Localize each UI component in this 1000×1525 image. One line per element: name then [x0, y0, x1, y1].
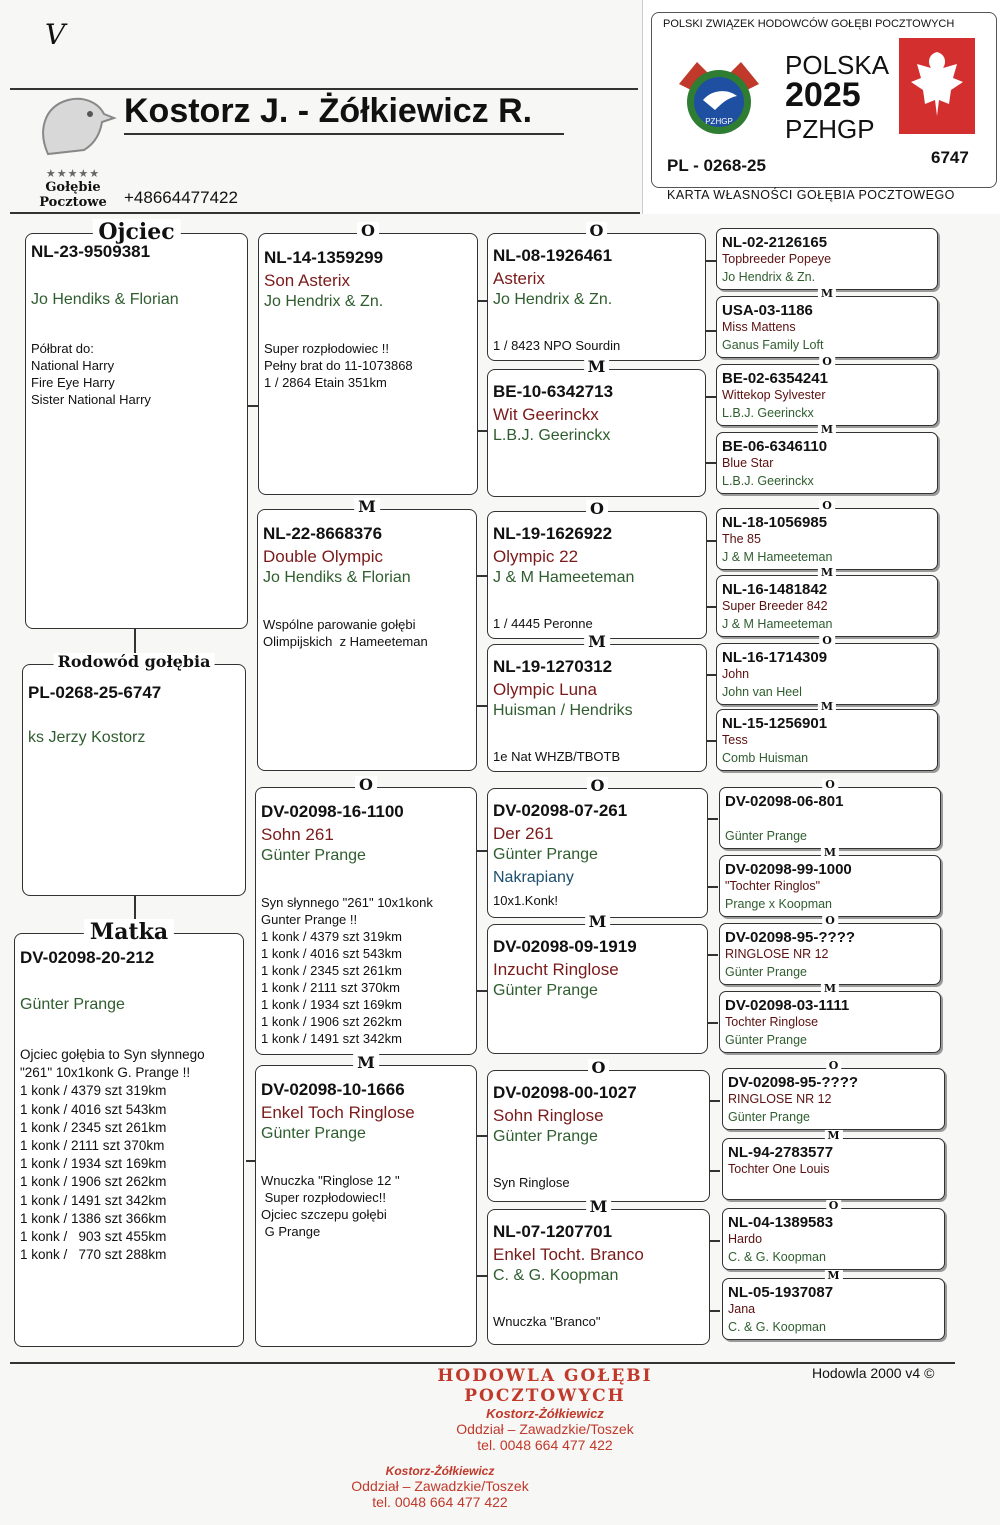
ring-number: BE-10-6342713 [493, 382, 614, 401]
pigeon-logo [28, 92, 118, 210]
card-ring: PL - 0268-25 [667, 156, 766, 175]
achievement-note: 1 / 8423 NPO Sourdin [493, 338, 621, 353]
card-top-text: POLSKI ZWIĄZEK HODOWCÓW GOŁĘBI POCZTOWYCH [663, 18, 955, 30]
logo-text-2: Pocztowe [39, 195, 107, 210]
pigeon-name: Tochter Ringlose [725, 1015, 819, 1029]
pigeon-name: Enkel Toch Ringlose [261, 1103, 415, 1122]
polish-eagle-icon [899, 38, 975, 134]
connector [710, 1310, 720, 1312]
breeder-name: Günter Prange [728, 1110, 810, 1124]
breeder-name: Günter Prange [261, 847, 366, 864]
connector [477, 575, 487, 577]
breeder-name: Günter Prange [261, 1125, 366, 1142]
connector [478, 430, 487, 432]
ring-number: NL-04-1389583 [728, 1214, 834, 1231]
ancestor-gen3 [487, 221, 706, 361]
connector [707, 540, 717, 542]
owner-title: Kostorz J. - Żółkiewicz R. [124, 92, 533, 130]
parent-tag: M [818, 288, 836, 300]
ancestor-gen3 [487, 632, 707, 772]
owner-phone: +48664477422 [124, 188, 238, 207]
ring-number: DV-02098-03-1111 [725, 997, 850, 1014]
pigeon-name: Jana [728, 1302, 756, 1316]
parent-tag: O [822, 915, 838, 927]
ring-number: DV-02098-16-1100 [261, 802, 404, 821]
ring-number: DV-02098-00-1027 [493, 1083, 637, 1102]
software-credit: Hodowla 2000 v4 © [812, 1365, 935, 1381]
achievement-note: Super rozpłodowiec !! Pełny brat do 11-1073868 1 / 2864 Etain 351km [264, 341, 413, 390]
breeder-name: L.B.J. Geerinckx [493, 427, 611, 444]
parent-tag: O [587, 777, 609, 795]
subject-ring: PL-0268-25-6747 [28, 683, 162, 702]
connector [707, 606, 717, 608]
connector [248, 405, 258, 407]
ancestor-gen3 [487, 1058, 710, 1202]
pigeon-name: RINGLOSE NR 12 [728, 1092, 832, 1106]
card-polska: POLSKA [785, 50, 890, 80]
parent-tag: O [588, 1059, 610, 1077]
mother-ring: DV-02098-20-212 [20, 948, 155, 967]
pigeon-name: The 85 [722, 532, 761, 546]
pigeon-name: Miss Mattens [722, 320, 796, 334]
pigeon-head-icon [28, 92, 118, 162]
parent-tag: O [826, 1200, 842, 1212]
ancestor-gen4 [716, 499, 938, 570]
card-number: 6747 [931, 148, 969, 167]
breeder-name: L.B.J. Geerinckx [722, 406, 814, 420]
ring-number: NL-08-1926461 [493, 246, 613, 265]
achievement-note: 1e Nat WHZB/TBOTB [493, 749, 621, 764]
stamp-line-5: tel. 0048 664 477 422 [477, 1437, 613, 1453]
ancestor-gen3 [487, 1197, 710, 1345]
breeder-name: Günter Prange [493, 1128, 598, 1145]
breeder-name: L.B.J. Geerinckx [722, 474, 814, 488]
logo-text-1: Gołębie [45, 180, 101, 195]
pigeon-name: Sohn 261 [261, 825, 334, 844]
stamp-line-3: Kostorz-Żółkiewicz [486, 1406, 604, 1421]
connector [477, 1135, 487, 1137]
pigeon-name: Inzucht Ringlose [493, 960, 619, 979]
parent-tag: O [822, 779, 838, 791]
achievement-note: 1 / 4445 Peronne [493, 616, 593, 631]
ancestor-gen4 [716, 423, 938, 494]
achievement-note: Syn Ringlose [493, 1175, 570, 1190]
father-ring: NL-23-9509381 [31, 242, 151, 261]
ancestor-gen2 [258, 221, 478, 495]
pigeon-name: Double Olympic [263, 547, 383, 566]
parent-tag: O [586, 500, 608, 518]
parent-tag: O [826, 1060, 842, 1072]
connector [710, 1170, 720, 1172]
stamp2-line-2: Oddział – Zawadzkie/Toszek [351, 1478, 529, 1494]
breeder-name: Jo Hendrix & Zn. [264, 293, 384, 310]
ancestor-gen4 [722, 1269, 945, 1340]
connector [477, 990, 487, 992]
ring-number: BE-02-6354241 [722, 370, 828, 387]
parent-tag: M [354, 498, 380, 516]
parent-tag: O [586, 222, 608, 240]
parent-tag: O [357, 222, 379, 240]
pzhgp-badge-icon [669, 44, 769, 140]
header-rule-top [10, 88, 638, 90]
ring-number: NL-19-1626922 [493, 524, 613, 543]
pigeon-name: Der 261 [493, 824, 554, 843]
ancestor-gen4 [722, 1129, 945, 1200]
ancestor-gen2 [255, 775, 477, 1055]
ancestor-gen4 [719, 846, 941, 917]
ancestor-gen3 [487, 776, 708, 918]
parent-tag: M [818, 567, 836, 579]
parent-tag: O [819, 635, 835, 647]
breeder-name: J & M Hameeteman [722, 617, 833, 631]
connector [708, 954, 718, 956]
parent-tag: M [585, 913, 611, 931]
connector [708, 818, 718, 820]
achievement-note: Wnuczka "Ringlose 12 " Super rozpłodowiec!! Ojciec szczepu gołębi G Prange [261, 1173, 400, 1239]
achievement-note: Syn słynnego "261" 10x1konk Gunter Prange !! 1 konk / 4379 szt 319km 1 konk / 4016 szt 543km 1 konk / 2345 szt 261km 1 konk / 2111 szt 370km 1 konk / 1934 szt 169km 1 konk / 1906 szt 262km 1 konk / 1491 szt 342km [261, 895, 433, 1046]
ring-number: NL-14-1359299 [264, 248, 384, 267]
breeder-stamp [420, 1362, 670, 1453]
breeder-name: Günter Prange [493, 846, 598, 863]
connector [708, 886, 718, 888]
ancestor-gen4 [722, 1199, 945, 1270]
achievement-note: Wnuczka "Branco" [493, 1314, 601, 1329]
ancestor-gen3 [487, 499, 707, 639]
pigeon-name: Super Breeder 842 [722, 599, 828, 613]
ancestor-gen4 [716, 566, 938, 637]
connector [706, 462, 716, 464]
parent-tag: M [824, 1270, 842, 1282]
connector [707, 674, 717, 676]
breeder-name: Huisman / Hendriks [493, 702, 633, 719]
connector [706, 396, 716, 398]
ancestor-gen4 [719, 778, 941, 849]
father-box [25, 219, 248, 629]
parent-tag: M [821, 983, 839, 995]
card-year: 2025 [785, 76, 861, 114]
ring-number: NL-16-1481842 [722, 581, 828, 598]
breeder-name: C. & G. Koopman [728, 1250, 826, 1264]
ancestor-gen4 [716, 287, 938, 358]
ancestor-gen4 [719, 914, 941, 985]
breeder-name: Günter Prange [725, 1033, 807, 1047]
ancestor-gen4 [716, 228, 938, 290]
pigeon-name: Asterix [493, 269, 545, 288]
ring-number: NL-05-1937087 [728, 1284, 834, 1301]
pigeon-name: Wit Geerinckx [493, 405, 599, 424]
breeder-name: J & M Hameeteman [493, 569, 635, 586]
parent-tag: M [824, 1130, 842, 1142]
ring-number: DV-02098-95-???? [728, 1074, 859, 1091]
mother-breeder: Günter Prange [20, 996, 125, 1013]
pigeon-name: Son Asterix [264, 271, 350, 290]
achievement-note: 10x1.Konk! [493, 893, 559, 908]
parent-tag: O [819, 500, 835, 512]
breeder-name: Günter Prange [725, 829, 807, 843]
ring-number: NL-16-1714309 [722, 649, 828, 666]
card-bottom-text: KARTA WŁASNOŚCI GOŁĘBIA POCZTOWEGO [667, 188, 955, 202]
ancestor-gen4 [716, 700, 938, 771]
ring-number: NL-22-8668376 [263, 524, 383, 543]
breeder-name: Prange x Koopman [725, 897, 833, 911]
father-label: Ojciec [92, 219, 180, 245]
ancestor-gen4 [719, 982, 941, 1053]
ancestor-gen3 [487, 357, 706, 497]
ring-number: NL-07-1207701 [493, 1222, 613, 1241]
connector [710, 1100, 720, 1102]
ring-number: NL-94-2783577 [728, 1144, 834, 1161]
pigeon-name: RINGLOSE NR 12 [725, 947, 829, 961]
color-note: Nakrapiany [493, 869, 574, 886]
ring-number: DV-02098-10-1666 [261, 1080, 405, 1099]
card-org: PZHGP [785, 114, 875, 144]
ring-number: DV-02098-95-???? [725, 929, 856, 946]
pigeon-name: Sohn Ringlose [493, 1106, 604, 1125]
subject-breeder: ks Jerzy Kostorz [28, 729, 146, 746]
pigeon-name: Wittekop Sylvester [722, 388, 826, 402]
mother-note: Ojciec gołębia to Syn słynnego "261" 10x1konk G. Prange !! 1 konk / 4379 szt 319km 1 konk / 4016 szt 543km 1 konk / 2345 szt 261km 1 konk / 2111 szt 370km 1 konk / 1934 szt 169km 1 konk / 1906 szt 262km 1 konk / 1491 szt 342km 1 konk / 1386 szt 366km 1 konk / 903 szt 455km 1 konk / 770 szt 288km [20, 1047, 205, 1263]
pigeon-name: Olympic 22 [493, 547, 579, 566]
parent-tag: M [818, 701, 836, 713]
parent-tag: M [353, 1054, 379, 1072]
subject-box [22, 652, 246, 896]
breeder-name: John van Heel [722, 685, 802, 699]
pigeon-name: Tess [722, 733, 748, 747]
pigeon-name: "Tochter Ringlos" [725, 879, 821, 893]
ring-number: DV-02098-99-1000 [725, 861, 852, 878]
ring-number: NL-18-1056985 [722, 514, 828, 531]
breeder-name: Comb Huisman [722, 751, 809, 765]
stamp2-line-3: tel. 0048 664 477 422 [372, 1494, 508, 1510]
breeder-name: C. & G. Koopman [728, 1320, 826, 1334]
pigeon-name: Tochter One Louis [728, 1162, 830, 1176]
connector [706, 330, 716, 332]
ring-number: DV-02098-06-801 [725, 793, 844, 810]
breeder-stamp-repeat [320, 1464, 560, 1510]
breeder-name: J & M Hameeteman [722, 550, 833, 564]
parent-tag: O [355, 776, 377, 794]
ring-number: NL-02-2126165 [722, 234, 828, 251]
pigeon-name: Olympic Luna [493, 680, 597, 699]
stars-icon: ★★★★★ [45, 168, 101, 180]
pigeon-name: Topbreeder Popeye [722, 252, 832, 266]
ancestor-gen2 [255, 1053, 477, 1347]
stamp2-line-1: Kostorz-Żółkiewicz [385, 1464, 495, 1478]
breeder-name: Ganus Family Loft [722, 338, 824, 352]
breeder-name: Günter Prange [493, 982, 598, 999]
connector [477, 1275, 487, 1277]
ring-number: BE-06-6346110 [722, 438, 828, 455]
ancestor-gen3 [487, 912, 708, 1054]
ownership-card [642, 0, 1000, 214]
ancestor-gen4 [716, 634, 938, 705]
parent-tag: M [821, 847, 839, 859]
ring-number: DV-02098-09-1919 [493, 937, 637, 956]
parent-tag: M [584, 633, 610, 651]
breeder-name: Jo Hendrix & Zn. [493, 291, 613, 308]
ring-number: USA-03-1186 [722, 302, 813, 319]
pigeon-name: Enkel Tocht. Branco [493, 1245, 644, 1264]
breeder-name: Jo Hendrix & Zn. [722, 270, 816, 284]
father-note: Półbrat do: National Harry Fire Eye Harry Sister National Harry [31, 341, 151, 407]
corner-mark: V [45, 18, 66, 51]
header-rule-bottom [10, 212, 640, 214]
breeder-name: Günter Prange [725, 965, 807, 979]
pigeon-name: Blue Star [722, 456, 774, 470]
stamp-line-4: Oddział – Zawadzkie/Toszek [456, 1421, 634, 1437]
connector [706, 260, 716, 262]
pedigree-label: Rodowód gołębia [54, 653, 215, 671]
mother-label: Matka [84, 919, 174, 945]
connector [707, 740, 717, 742]
ancestor-gen4 [716, 355, 938, 426]
title-underline [124, 133, 564, 135]
svg-text:PZHGP: PZHGP [705, 117, 733, 126]
stamp-line-1: HODOWLA GOŁĘBI [437, 1366, 653, 1386]
parent-tag: M [586, 1198, 612, 1216]
ring-number: NL-19-1270312 [493, 657, 613, 676]
breeder-name: C. & G. Koopman [493, 1267, 619, 1284]
pigeon-name: Hardo [728, 1232, 763, 1246]
connector [708, 1022, 718, 1024]
connector [477, 705, 487, 707]
ring-number: NL-15-1256901 [722, 715, 828, 732]
connector [710, 1240, 720, 1242]
ancestor-gen4 [722, 1059, 945, 1130]
achievement-note: Wspólne parowanie gołębi Olimpijskich z Hameeteman [263, 617, 428, 649]
parent-tag: M [818, 424, 836, 436]
parent-tag: M [584, 358, 610, 376]
mother-box [14, 919, 244, 1347]
breeder-name: Jo Hendiks & Florian [263, 569, 411, 586]
connector [246, 1160, 255, 1162]
parent-tag: O [819, 356, 835, 368]
stamp-line-2: POCZTOWYCH [464, 1386, 626, 1406]
father-breeder: Jo Hendiks & Florian [31, 291, 179, 308]
pigeon-name: John [722, 667, 750, 681]
ancestor-gen2 [257, 497, 477, 771]
connector [477, 850, 487, 852]
ring-number: DV-02098-07-261 [493, 801, 628, 820]
connector [478, 300, 487, 302]
